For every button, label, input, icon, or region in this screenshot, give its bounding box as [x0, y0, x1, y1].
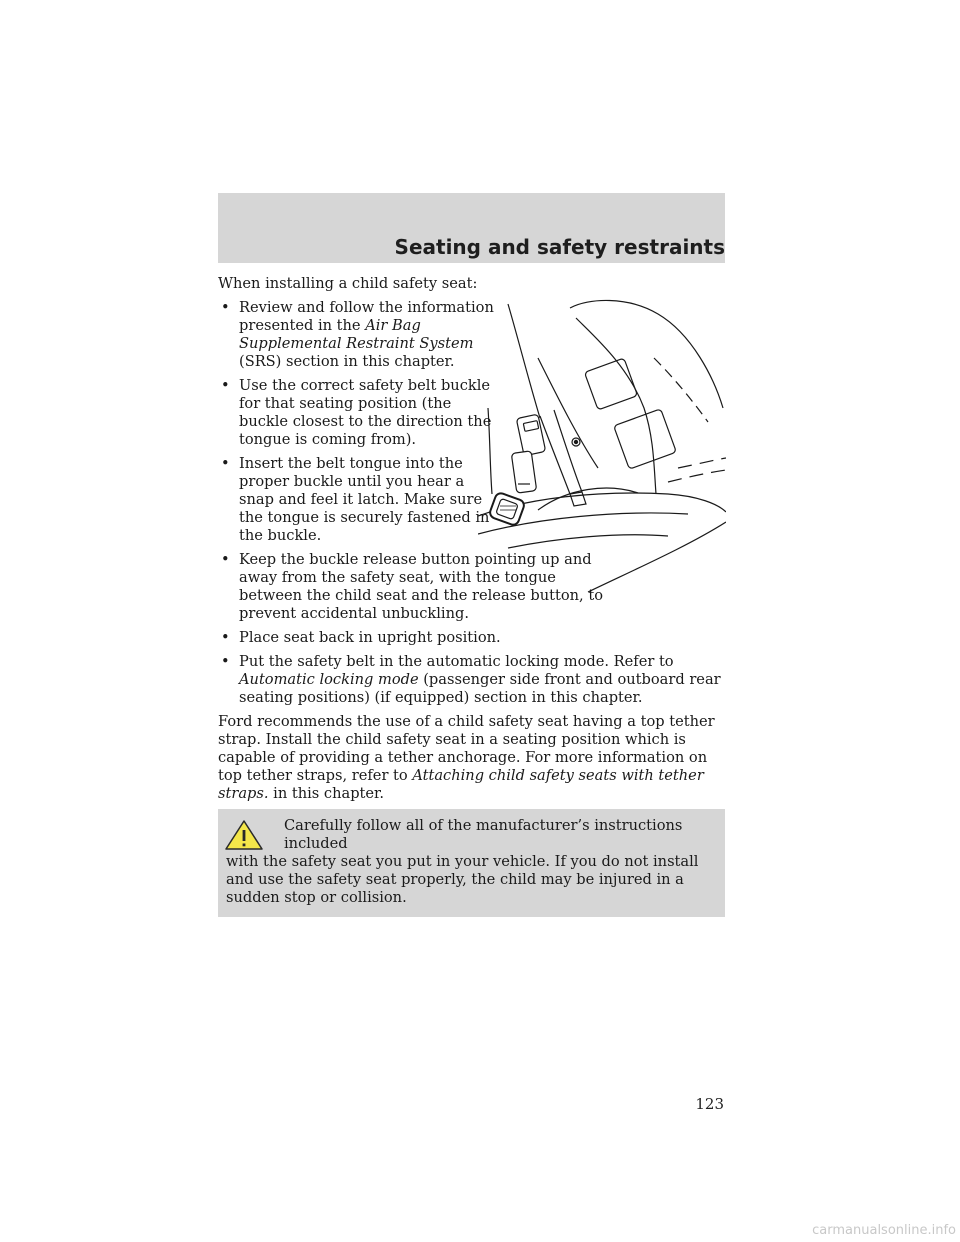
tether-paragraph: Ford recommends the use of a child safety seat having a top tether strap. Install the child safety seat in a seating position which is capable of providing a tether anchorage. For more information on top tether straps, refer to Attaching child safety seats with tether straps. in this chapter.	[218, 713, 715, 802]
page-content	[218, 275, 725, 917]
list-item: • Insert the belt tongue into the proper buckle until you hear a snap and feel it latch. Make sure the tongue is securely fastened in the buckle.	[221, 455, 490, 544]
warning-text-rest: with the safety seat you put in your vehicle. If you do not install and use the safety seat properly, the child may be injured in a sudden stop or collision.	[226, 853, 699, 906]
section-header-band	[218, 193, 725, 263]
warning-text-line1: Carefully follow all of the manufacturer’s instructions included	[284, 817, 683, 852]
watermark: carmanualsonline.info	[812, 1223, 956, 1238]
list-item: • Keep the buckle release button pointing up and away from the safety seat, with the tongue between the child seat and the release button, to prevent accidental unbuckling.	[221, 551, 603, 622]
list-item: • Put the safety belt in the automatic locking mode. Refer to Automatic locking mode (passenger side front and outboard rear seating positions) (if equipped) section in this chapter.	[221, 653, 721, 706]
warning-triangle-icon	[224, 819, 264, 851]
intro-text: When installing a child safety seat:	[218, 275, 478, 292]
list-item: • Place seat back in upright position.	[221, 629, 501, 646]
page-number: 123	[695, 1095, 724, 1113]
list-item: • Review and follow the information presented in the Air Bag Supplemental Restraint System (SRS) section in this chapter.	[221, 299, 494, 370]
section-title: Seating and safety restraints	[394, 235, 725, 259]
warning-box	[218, 809, 725, 917]
list-item: • Use the correct safety belt buckle for that seating position (the buckle closest to the direction the tongue is coming from).	[221, 377, 492, 448]
installation-steps	[218, 299, 725, 707]
